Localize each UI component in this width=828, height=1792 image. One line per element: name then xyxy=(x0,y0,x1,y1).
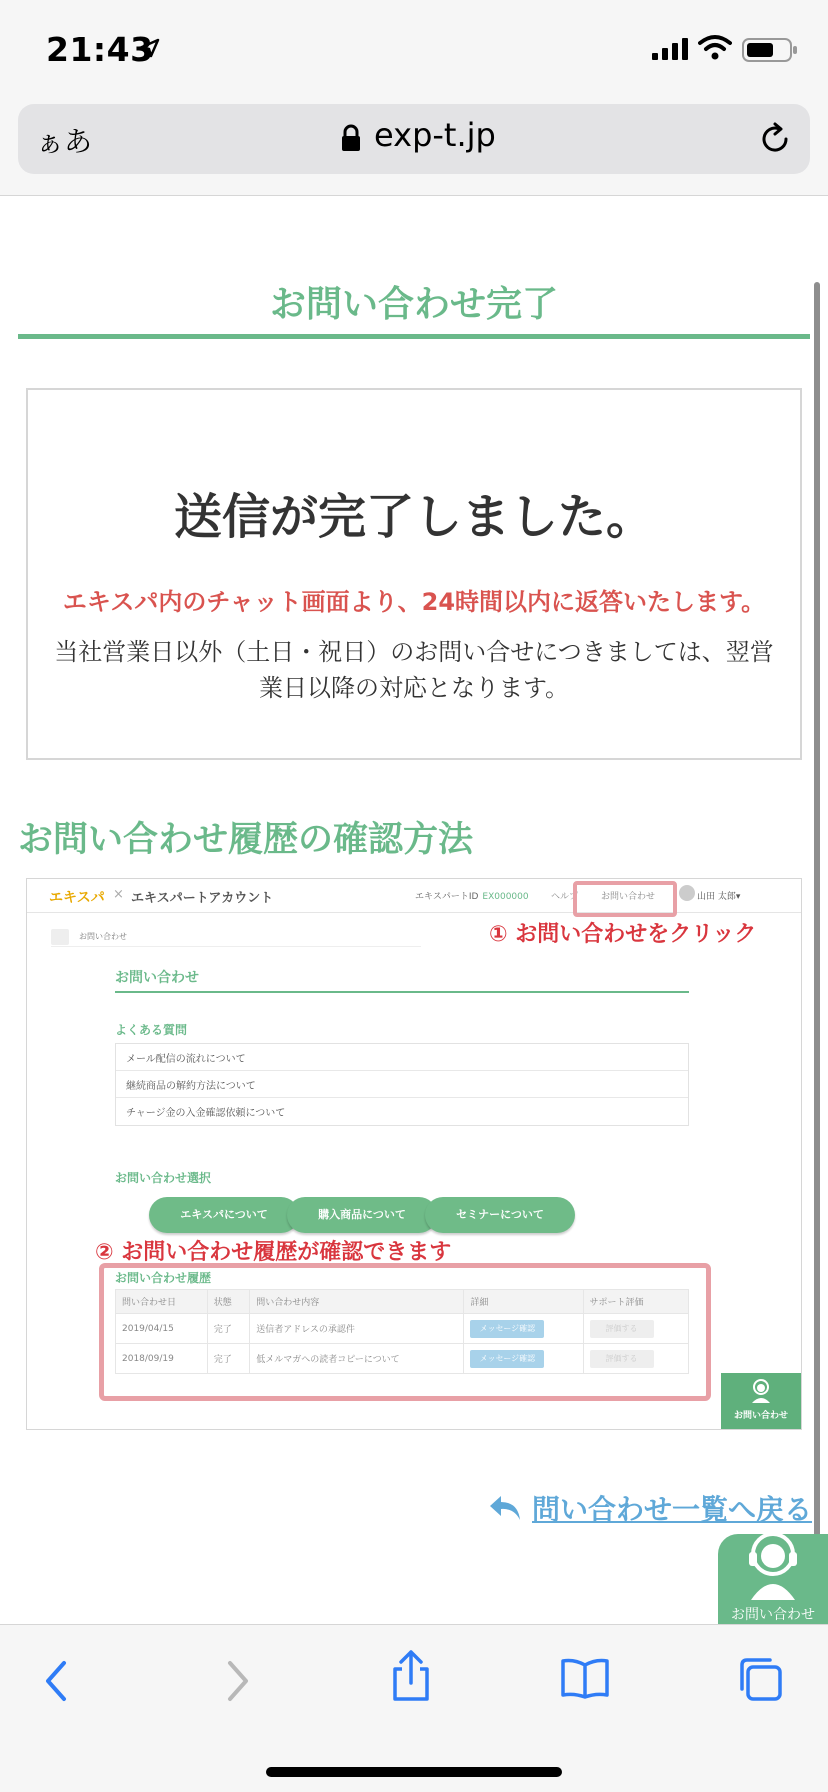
shot-faq-title: よくある質問 xyxy=(115,1023,188,1037)
shot-inquiry-divider xyxy=(115,991,689,993)
shot-faq-list xyxy=(115,1043,689,1126)
url-domain[interactable]: exp-t.jp xyxy=(374,116,496,154)
shot-support-badge-label: お問い合わせ xyxy=(733,1411,788,1421)
shot-header xyxy=(27,879,801,913)
completion-box xyxy=(26,388,802,760)
shot-pill-expa: エキスパについて xyxy=(149,1197,299,1233)
shot-logo-account: エキスパートアカウント xyxy=(131,891,274,906)
shot-home-icon xyxy=(51,929,69,945)
shot-expert-id-label: エキスパートID xyxy=(415,892,479,902)
shot-annotation-2: ② お問い合わせ履歴が確認できます xyxy=(95,1240,452,1265)
shot-history-row xyxy=(116,1344,689,1374)
back-to-list-label[interactable]: 問い合わせ一覧へ戻る xyxy=(532,1493,813,1526)
shot-history-table xyxy=(115,1289,689,1374)
shot-message-button: メッセージ確認 xyxy=(470,1350,544,1368)
shot-inquiry-title: お問い合わせ xyxy=(115,970,199,986)
shot-select-title: お問い合わせ選択 xyxy=(115,1171,212,1185)
status-time: 21:43 xyxy=(46,30,154,69)
wifi-icon xyxy=(698,34,732,60)
lock-icon xyxy=(340,124,362,152)
shot-expert-id xyxy=(415,889,529,902)
page-title: お問い合わせ完了 xyxy=(269,284,558,325)
browser-url-area xyxy=(0,96,828,196)
headset-icon xyxy=(746,1526,800,1602)
instruction-screenshot xyxy=(26,878,802,1430)
shot-history-date: 2019/04/15 xyxy=(116,1314,208,1344)
shot-history-header: 問い合わせ内容 xyxy=(250,1290,464,1314)
shot-faq-item: 継続商品の解約方法について xyxy=(116,1071,688,1098)
shot-history-eval-cell xyxy=(583,1314,688,1344)
tabs-icon[interactable] xyxy=(736,1655,784,1703)
shot-history-header: 問い合わせ日 xyxy=(116,1290,208,1314)
shot-highlight-inquiry-link xyxy=(573,881,677,917)
shot-history-status: 完了 xyxy=(207,1344,249,1374)
shot-history-header-row xyxy=(116,1290,689,1314)
shot-history-content: 送信者アドレスの承認件 xyxy=(250,1314,464,1344)
reply-notice: エキスパ内のチャット画面より、24時間以内に返答いたします。 xyxy=(62,588,766,616)
shot-history-status: 完了 xyxy=(207,1314,249,1344)
shot-eval-button: 評価する xyxy=(590,1350,654,1368)
shot-history-title: お問い合わせ履歴 xyxy=(115,1271,212,1285)
shot-pill-seminar: セミナーについて xyxy=(425,1197,575,1233)
shot-breadcrumb xyxy=(51,927,421,947)
shot-breadcrumb-text: お問い合わせ xyxy=(79,932,127,941)
shot-history-header: サポート評価 xyxy=(583,1290,688,1314)
forward-icon[interactable] xyxy=(222,1659,252,1703)
reader-settings-button[interactable]: ぁあ xyxy=(36,125,93,158)
reload-icon[interactable] xyxy=(758,122,792,156)
location-arrow-icon xyxy=(140,38,160,58)
reply-arrow-icon xyxy=(488,1494,522,1522)
bookmarks-icon[interactable] xyxy=(560,1657,610,1699)
browser-toolbar xyxy=(0,1624,828,1792)
support-chat-label: お問い合わせ xyxy=(731,1607,815,1623)
title-divider xyxy=(18,334,810,339)
url-bar[interactable] xyxy=(18,104,810,174)
status-bar xyxy=(0,0,828,96)
shot-annotation-1: ① お問い合わせをクリック xyxy=(489,922,757,947)
history-howto-heading: お問い合わせ履歴の確認方法 xyxy=(18,820,474,860)
shot-inquiry-link: お問い合わせ xyxy=(601,892,656,902)
shot-logo-brand: エキスパ xyxy=(49,890,105,906)
shot-message-button: メッセージ確認 xyxy=(470,1320,544,1338)
shot-history-row xyxy=(116,1314,689,1344)
shot-faq-item: チャージ金の入金確認依頼について xyxy=(126,1108,286,1119)
shot-history-content: 低メルマガへの読者コピーについて xyxy=(250,1344,464,1374)
shot-history-date: 2018/09/19 xyxy=(116,1344,208,1374)
cellular-signal-icon xyxy=(652,38,690,60)
completion-heading: 送信が完了しました。 xyxy=(173,489,654,545)
shot-support-badge xyxy=(721,1373,801,1430)
scrollbar[interactable] xyxy=(814,282,820,1652)
share-icon[interactable] xyxy=(390,1649,432,1703)
support-chat-button[interactable] xyxy=(718,1534,828,1624)
shot-logo-separator: × xyxy=(113,887,124,902)
shot-history-header: 詳細 xyxy=(464,1290,583,1314)
shot-history-eval-cell xyxy=(583,1344,688,1374)
shot-expert-id-value: EX000000 xyxy=(482,892,529,902)
business-day-note: 当社営業日以外（土日・祝日）のお問い合せにつきましては、翌営業日以降の対応となります。 xyxy=(54,638,774,702)
home-indicator[interactable] xyxy=(266,1767,562,1777)
shot-user-avatar-icon xyxy=(679,885,695,901)
shot-eval-button: 評価する xyxy=(590,1320,654,1338)
shot-user-name: 山田 太郎▾ xyxy=(697,892,741,902)
shot-history-header: 状態 xyxy=(207,1290,249,1314)
back-icon[interactable] xyxy=(42,1659,72,1703)
shot-history-detail-cell xyxy=(464,1314,583,1344)
shot-help-link: ヘルプ xyxy=(551,892,579,902)
shot-history-detail-cell xyxy=(464,1344,583,1374)
shot-faq-item: メール配信の流れについて xyxy=(116,1044,688,1071)
shot-pill-products: 購入商品について xyxy=(287,1197,437,1233)
battery-icon xyxy=(742,38,798,62)
shot-headset-icon xyxy=(749,1377,773,1405)
